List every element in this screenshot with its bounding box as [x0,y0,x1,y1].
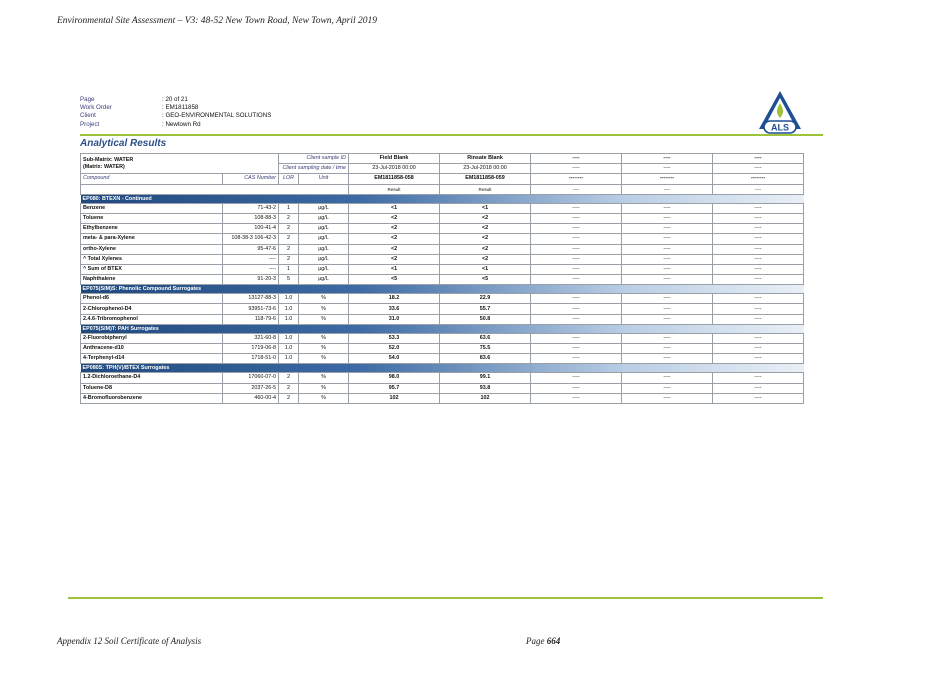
compound-name: ^ Sum of BTEX [81,264,223,274]
col-unit-header: Unit [299,174,349,184]
unit: % [299,373,349,383]
sampling-date: ---- [622,164,713,174]
cas-number: 100-41-4 [223,224,279,234]
result-value: ---- [713,264,804,274]
cas-number: 321-60-8 [223,333,279,343]
table-row [81,333,804,343]
result-value: ---- [713,383,804,393]
result-value: 93.8 [440,383,531,393]
lor-value: 2 [279,244,299,254]
footer-left: Appendix 12 Soil Certificate of Analysis [57,636,202,646]
result-value: <2 [440,224,531,234]
compound-name: Toluene-D8 [81,383,223,393]
sample-id-header: Rinsate Blank [440,154,531,164]
lor-value: 2 [279,234,299,244]
sub-matrix: Sub-Matrix: WATER [83,156,134,163]
table-row [81,354,804,364]
result-value: ---- [622,354,713,364]
result-value: ---- [622,393,713,403]
footer-rule [68,597,823,599]
lor-value: 1.0 [279,314,299,324]
meta-row-page [80,96,271,104]
result-value: ---- [713,393,804,403]
result-label: ---- [531,184,622,194]
table-row [81,383,804,393]
logo-text: ALS [771,122,789,133]
meta-row-work-order [80,104,271,112]
result-value: ---- [622,213,713,223]
client-sample-id-label: Client sample ID [279,154,349,164]
unit: µg/L [299,213,349,223]
compound-name: Toluene [81,213,223,223]
result-value: ---- [531,264,622,274]
result-value: ---- [531,234,622,244]
result-value: 95.7 [349,383,440,393]
lab-id-header: -------- [622,174,713,184]
header-row-columns [81,174,804,184]
result-value: <2 [349,234,440,244]
unit: µg/L [299,244,349,254]
method-name: EP075(SIM)S: Phenolic Compound Surrogates [81,285,804,294]
cas-number: 13127-88-3 [223,294,279,304]
meta-value: : Newtown Rd [162,120,201,128]
header-row-sample-id [81,154,804,164]
result-value: 54.0 [349,354,440,364]
unit: % [299,333,349,343]
sample-id-header: ---- [713,154,804,164]
cas-number: 95-47-6 [223,244,279,254]
result-value: 33.6 [349,304,440,314]
unit: % [299,383,349,393]
unit: µg/L [299,275,349,285]
compound-name: meta- & para-Xylene [81,234,223,244]
compound-name: 2-Fluorobiphenyl [81,333,223,343]
matrix: (Matrix: WATER) [83,163,125,170]
compound-name: 2.4.6-Tribromophenol [81,314,223,324]
result-value: ---- [622,275,713,285]
result-label: ---- [622,184,713,194]
unit: % [299,314,349,324]
result-value: ---- [622,344,713,354]
result-value: ---- [713,213,804,223]
compound-name: 2-Chlorophenol-D4 [81,304,223,314]
method-group-header [81,324,804,333]
meta-label: Work Order [80,104,112,112]
result-value: 53.3 [349,333,440,343]
result-value: <2 [349,224,440,234]
als-logo [757,89,803,137]
result-value: ---- [531,354,622,364]
result-value: <2 [349,254,440,264]
compound-name: Phenol-d6 [81,294,223,304]
table-row [81,264,804,274]
result-value: 83.6 [440,354,531,364]
cas-number: 71-43-2 [223,203,279,213]
unit: % [299,393,349,403]
result-value: ---- [713,254,804,264]
result-value: ---- [531,244,622,254]
result-value: <2 [440,244,531,254]
report-meta [80,96,271,129]
result-value: <2 [440,254,531,264]
header-row-result [81,184,804,194]
cas-number: 460-00-4 [223,393,279,403]
result-value: ---- [622,264,713,274]
result-value: ---- [622,224,713,234]
result-value: ---- [531,294,622,304]
sampling-date: ---- [713,164,804,174]
footer-page [526,636,560,646]
result-value: ---- [713,275,804,285]
section-title: Analytical Results [80,138,167,149]
table-row [81,213,804,223]
lor-value: 1 [279,264,299,274]
lor-value: 2 [279,373,299,383]
result-value: <1 [349,203,440,213]
result-value: 102 [349,393,440,403]
result-value: ---- [531,314,622,324]
meta-row-project [80,121,271,129]
cas-number: 93951-73-6 [223,304,279,314]
result-value: ---- [531,224,622,234]
result-value: ---- [713,234,804,244]
result-value: 31.0 [349,314,440,324]
result-value: ---- [531,333,622,343]
cas-number: 1718-51-0 [223,354,279,364]
sampling-date: 23-Jul-2018 00:00 [440,164,531,174]
col-cas-header: CAS Number [223,174,279,184]
lor-value: 2 [279,224,299,234]
results-table [80,153,804,404]
lor-value: 2 [279,393,299,403]
sampling-date: 23-Jul-2018 00:00 [349,164,440,174]
result-value: <5 [349,275,440,285]
compound-name: Anthracene-d10 [81,344,223,354]
col-lor-header: LOR [279,174,299,184]
result-value: 52.0 [349,344,440,354]
method-group-header [81,364,804,373]
result-value: 18.2 [349,294,440,304]
unit: % [299,304,349,314]
result-value: ---- [531,393,622,403]
result-value: ---- [622,314,713,324]
table-row [81,244,804,254]
table-row [81,275,804,285]
meta-label: Project [80,120,100,128]
cas-number: 108-38-3 106-42-3 [223,234,279,244]
method-name: EP080S: TPH(V)/BTEX Surrogates [81,364,804,373]
unit: µg/L [299,203,349,213]
compound-name: 1.2-Dichloroethane-D4 [81,373,223,383]
cas-number: 108-88-3 [223,213,279,223]
result-value: ---- [622,203,713,213]
result-value: ---- [531,383,622,393]
unit: µg/L [299,264,349,274]
blank-cell [81,184,349,194]
meta-row-client [80,112,271,120]
compound-name: Naphthalene [81,275,223,285]
result-value: 55.7 [440,304,531,314]
result-value: ---- [622,234,713,244]
result-value: ---- [713,304,804,314]
cas-number: 1719-06-8 [223,344,279,354]
lor-value: 1.0 [279,333,299,343]
result-value: ---- [713,294,804,304]
lab-id-header: -------- [713,174,804,184]
result-value: ---- [713,314,804,324]
result-value: ---- [531,203,622,213]
meta-value: : EM1811858 [162,104,199,112]
result-value: <2 [440,213,531,223]
result-value: 63.6 [440,333,531,343]
table-row [81,373,804,383]
result-label: Result [349,184,440,194]
unit: % [299,354,349,364]
result-value: <1 [349,264,440,274]
lor-value: 2 [279,383,299,393]
unit: µg/L [299,234,349,244]
unit: µg/L [299,224,349,234]
result-value: ---- [713,203,804,213]
compound-name: Benzene [81,203,223,213]
method-group-header [81,194,804,203]
sample-id-header: Field Blank [349,154,440,164]
meta-label: Page [80,96,95,103]
lor-value: 1.0 [279,304,299,314]
unit: % [299,344,349,354]
lab-id-header: -------- [531,174,622,184]
table-row [81,314,804,324]
result-value: ---- [531,254,622,264]
meta-value: : GEO-ENVIRONMENTAL SOLUTIONS [162,112,272,120]
sampling-date: ---- [531,164,622,174]
cas-number: ---- [223,254,279,264]
result-value: ---- [713,224,804,234]
footer-page-number: 664 [546,636,561,646]
lor-value: 2 [279,213,299,223]
lor-value: 1.0 [279,354,299,364]
footer-page-label: Page [526,636,545,646]
lor-value: 1 [279,203,299,213]
result-value: <2 [349,213,440,223]
result-value: 75.5 [440,344,531,354]
matrix-label [81,154,279,174]
meta-label: Client [80,112,96,120]
compound-name: ortho-Xylene [81,244,223,254]
table-row [81,393,804,403]
table-row [81,294,804,304]
result-value: ---- [531,304,622,314]
result-value: ---- [531,275,622,285]
result-value: ---- [713,354,804,364]
method-group-header [81,285,804,294]
table-row [81,203,804,213]
table-row [81,234,804,244]
cas-number: 17060-07-0 [223,373,279,383]
cas-number: 91-20-3 [223,275,279,285]
cas-number: 118-79-6 [223,314,279,324]
table-row [81,224,804,234]
result-label: Result [440,184,531,194]
table-row [81,304,804,314]
table-row [81,254,804,264]
result-value: <2 [440,234,531,244]
meta-value: : 20 of 21 [162,96,188,103]
result-value: 50.8 [440,314,531,324]
result-value: <2 [349,244,440,254]
result-value: <1 [440,203,531,213]
result-value: ---- [713,244,804,254]
table-row [81,344,804,354]
result-value: 102 [440,393,531,403]
lor-value: 2 [279,254,299,264]
header-rule [80,134,823,136]
page-header: Environmental Site Assessment – V3: 48-52 New Town Road, New Town, April 2019 [57,16,378,26]
compound-name: 4-Terphenyl-d14 [81,354,223,364]
sample-id-header: ---- [622,154,713,164]
lab-id-header: EM1811858-058 [349,174,440,184]
sample-id-header: ---- [531,154,622,164]
result-value: ---- [531,344,622,354]
result-value: 98.0 [349,373,440,383]
cas-number: 2037-26-5 [223,383,279,393]
unit: µg/L [299,254,349,264]
result-value: 99.1 [440,373,531,383]
lor-value: 1.0 [279,344,299,354]
cas-number: ---- [223,264,279,274]
col-compound-header: Compound [81,174,223,184]
result-value: <1 [440,264,531,274]
result-value: ---- [622,244,713,254]
result-value: ---- [622,383,713,393]
result-value: 22.9 [440,294,531,304]
lor-value: 5 [279,275,299,285]
client-sampling-label: Client sampling date / time [279,164,349,174]
result-value: ---- [713,333,804,343]
result-value: ---- [622,254,713,264]
method-name: EP080: BTEXN - Continued [81,194,804,203]
lor-value: 1.0 [279,294,299,304]
result-value: ---- [531,373,622,383]
result-value: <5 [440,275,531,285]
lab-id-header: EM1811858-059 [440,174,531,184]
result-label: ---- [713,184,804,194]
method-name: EP075(SIM)T: PAH Surrogates [81,324,804,333]
compound-name: ^ Total Xylenes [81,254,223,264]
result-value: ---- [713,344,804,354]
result-value: ---- [622,333,713,343]
compound-name: Ethylbenzene [81,224,223,234]
compound-name: 4-Bromofluorobenzene [81,393,223,403]
unit: % [299,294,349,304]
result-value: ---- [713,373,804,383]
result-value: ---- [622,304,713,314]
result-value: ---- [622,373,713,383]
result-value: ---- [622,294,713,304]
result-value: ---- [531,213,622,223]
